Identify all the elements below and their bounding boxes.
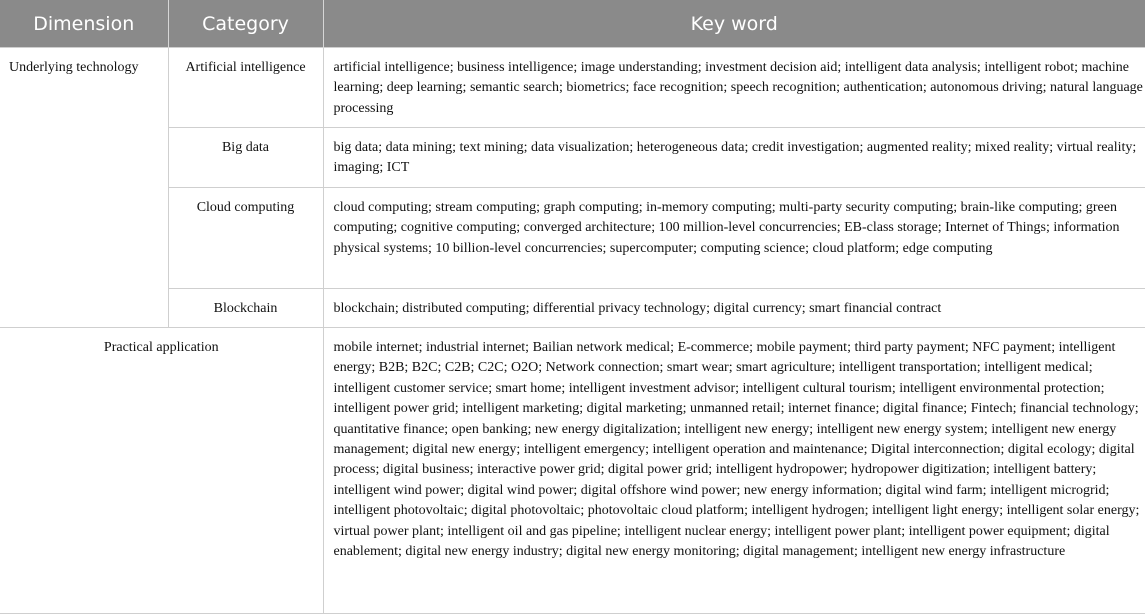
category-cell: Artificial intelligence (168, 48, 323, 128)
header-dimension: Dimension (0, 0, 168, 48)
table-row (0, 48, 1145, 128)
keyword-cell: artificial intelligence; business intelligence; image understanding; investment decision aid; intelligent data analysis; intelligent robot; machine learning; deep learning; semantic search; biometrics; face recognition; speech recognition; authentication; autonomous driving; natural language processing (323, 48, 1145, 128)
dimension-cell: Underlying technology (0, 48, 168, 328)
table-row (0, 289, 1145, 328)
category-cell: Big data (168, 128, 323, 188)
keyword-cell: big data; data mining; text mining; data visualization; heterogeneous data; credit investigation; augmented reality; mixed reality; virtual reality; imaging; ICT (323, 128, 1145, 188)
category-cell: Blockchain (168, 289, 323, 328)
table-row (0, 328, 1145, 614)
keyword-cell: blockchain; distributed computing; differential privacy technology; digital currency; smart financial contract (323, 289, 1145, 328)
header-category: Category (168, 0, 323, 48)
category-cell: Cloud computing (168, 188, 323, 289)
table-row (0, 128, 1145, 188)
table-row (0, 188, 1145, 289)
table-header (0, 0, 1145, 48)
keyword-cell: mobile internet; industrial internet; Bailian network medical; E-commerce; mobile payment; third party payment; NFC payment; intelligent energy; B2B; B2C; C2B; C2C; O2O; Network connection; smart wear; smart agriculture; intelligent transportation; intelligent medical; intelligent customer service; smart home; intelligent investment advisor; intelligent cultural tourism; intelligent environmental protection; intelligent power grid; intelligent marketing; digital marketing; unmanned retail; internet finance; digital finance; Fintech; financial technology; quantitative finance; open banking; new energy digitalization; intelligent new energy; intelligent new energy system; intelligent new energy management; digital new energy; intelligent emergency; intelligent operation and maintenance; Digital interconnection; digital ecology; digital process; digital business; interactive power grid; digital power grid; intelligent hydropower; hydropower digitization; intelligent battery; intelligent wind power; digital wind power; digital offshore wind power; new energy information; digital wind farm; intelligent microgrid; intelligent photovoltaic; digital photovoltaic; photovoltaic cloud platform; intelligent hydrogen; intelligent light energy; intelligent solar energy; virtual power plant; intelligent oil and gas pipeline; intelligent nuclear energy; intelligent power plant; intelligent power equipment; digital enablement; digital new energy industry; digital new energy monitoring; digital management; intelligent new energy infrastructure (323, 328, 1145, 614)
keyword-cell: cloud computing; stream computing; graph computing; in-memory computing; multi-party security computing; brain-like computing; green computing; cognitive computing; converged architecture; 100 million-level concurrencies; EB-class storage; Internet of Things; information physical systems; 10 billion-level concurrencies; supercomputer; computing science; cloud platform; edge computing (323, 188, 1145, 289)
dimension-cell: Practical application (0, 328, 323, 614)
header-keyword: Key word (323, 0, 1145, 48)
